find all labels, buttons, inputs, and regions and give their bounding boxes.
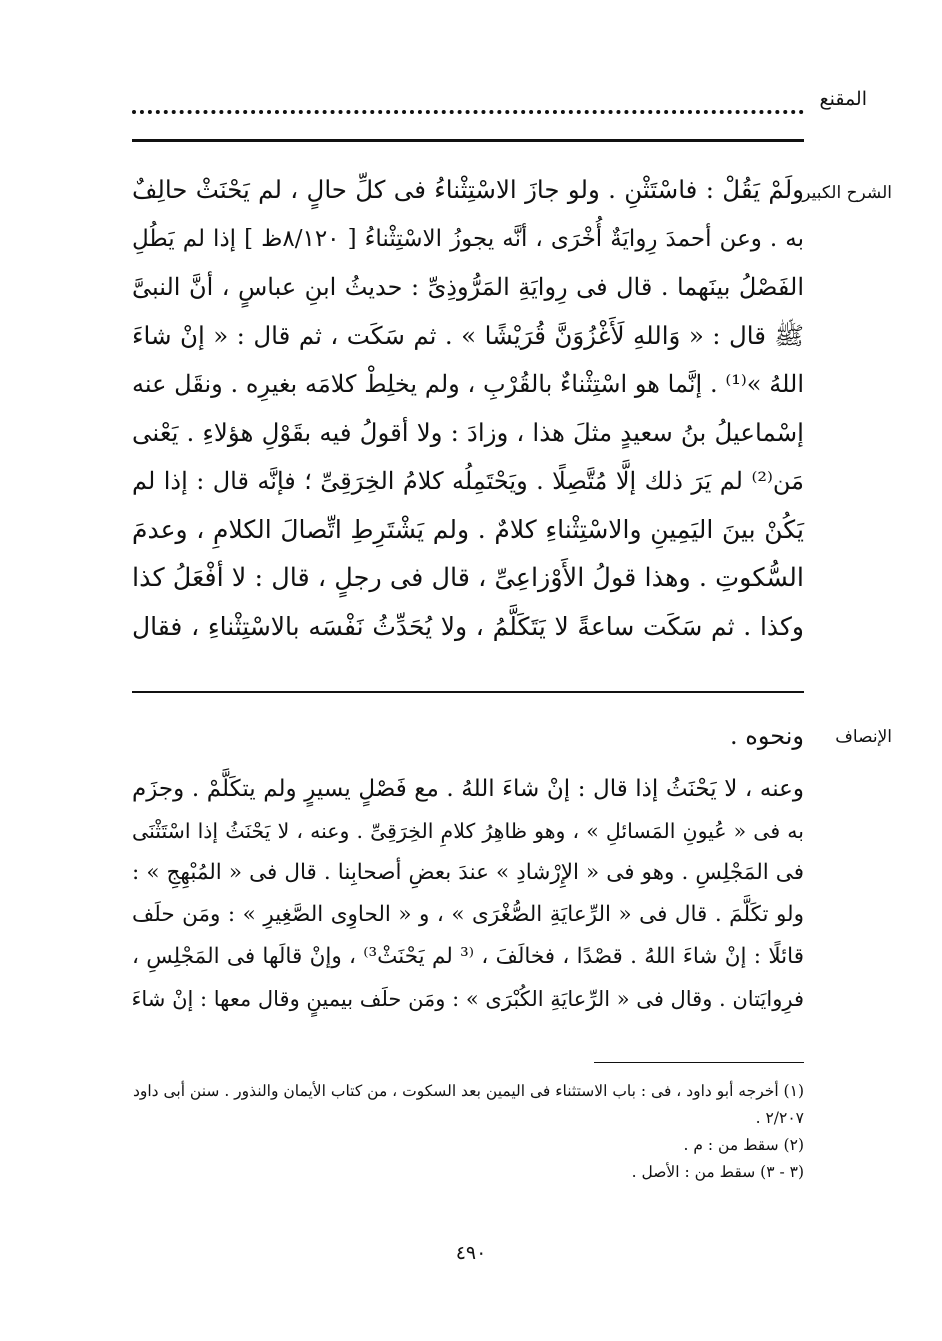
sharh-line: مَن⁽²⁾ لم يَرَ ذلك إلَّا مُتَّصِلًا . ويَحْتَمِلُه كلامُ الخِرَقِىِّ ؛ فإنَّه قال : إذا لم — [132, 467, 804, 495]
insaf-tail-line: ونحوه . — [730, 722, 804, 750]
side-label-sharh: الشرح الكبير — [802, 183, 892, 203]
insaf-line: فى المَجْلِسِ . وهو فى « الإِرْشادِ » عندَ بعضِ أصحابِنا . قال فى « المُبْهِجِ » : — [132, 860, 804, 885]
insaf-line: فرِوايَتان . وقال فى « الرِّعايَةِ الكُبْرَى » : ومَن حلَف بيمينٍ وقال معها : إنْ شاءَ — [131, 987, 804, 1011]
sharh-line: السُّكوتِ . وهذا قولُ الأَوْزاعِىِّ ، قال فى رجلٍ ، قال : لا أفْعَلُ كذا — [132, 563, 804, 593]
header-dotted-leader — [132, 96, 804, 114]
footnotes — [132, 1078, 804, 1186]
insaf-line: به فى « عُيونِ المَسائلِ » ، وهو ظاهِرُ كلامِ الخِرَقِىِّ . وعنه ، لا يَحْنَثُ إذا اسْتَثْنَى — [132, 819, 804, 843]
running-header-title: المقنع — [819, 88, 867, 110]
sharh-line: ﷺ قال : « وَاللهِ لَأَغْزُوَنَّ قُرَيْشًا » . ثم سَكَت ، ثم قال : « إنْ شاءَ — [132, 320, 804, 350]
sharh-line: به . وعن أحمدَ رِوايَةٌ أُخْرَى ، أنَّه يجوزُ الاسْتِثْناءُ [ ٨/١٢٠ظ ] إذا لم يَطُلِ — [132, 225, 804, 252]
sharh-line: اللهُ »⁽¹⁾ . إنَّما هو اسْتِثْناءٌ بالقُرْبِ ، ولم يخلِطْ كلامَه بغيرِه . ونقَل عنه — [132, 370, 804, 398]
side-label-insaf: الإنصاف — [835, 727, 892, 747]
sharh-line: الفَصْلُ بينَهما . قال فى رِوايَةِ المَرُّوذِىِّ : حديثُ ابنِ عباسٍ ، أنَّ النبىَّ — [132, 273, 804, 301]
sharh-line: ولَمْ يَقُلْ : فاسْتَثْنِ . ولو جازَ الاسْتِثْناءُ فى كلِّ حالٍ ، لم يَحْنَثْ حالِفٌ — [132, 175, 804, 204]
insaf-line: وعنه ، لا يَحْنَثُ إذا قال : إنْ شاءَ اللهُ . مع فَصْلٍ يسيرٍ ولم يتكَلَّمْ . وجزَم — [132, 776, 804, 802]
sharh-line: يَكُنْ بينَ اليَمِينِ والاسْتِثْناءِ كلامٌ . ولم يَشْتَرِطِ اتِّصالَ الكلامِ ، وعدمَ — [132, 514, 804, 544]
insaf-text-block — [132, 768, 804, 1020]
sharh-text-block — [132, 166, 804, 651]
header-rule — [132, 139, 804, 142]
footnote-item: (٣ - ٣) سقط من : الأصل . — [631, 1163, 804, 1181]
footnote-item: (٢) سقط من : م . — [683, 1136, 804, 1154]
insaf-line: ولو تكَلَّمَ . قال فى « الرِّعايَةِ الصُّغْرَى » ، و « الحاوِى الصَّغِيرِ » : ومَن حلَف — [132, 902, 804, 927]
footnote-rule — [594, 1062, 804, 1063]
footnote-item: (١) أخرجه أبو داود ، فى : باب الاستثناء فى اليمين بعد السكوت ، من كتاب الأيمان والنذور . سنن أبى داود — [132, 1082, 804, 1100]
insaf-continuation — [132, 714, 804, 758]
footnote-item: ٢/٢٠٧ . — [755, 1109, 804, 1127]
sharh-line: إسْماعيلُ بنُ سعيدٍ مثلَ هذا ، وزادَ : ولا أقولُ فيه بقَوْلِ هؤلاءِ . يَعْنى — [132, 417, 804, 447]
sharh-line: وكذا . ثم سَكَت ساعةً لا يَتَكَلَّمُ ، ولا يُحَدِّثُ نَفْسَه بالاسْتِثْناءِ ، فقال — [132, 611, 804, 641]
page-number: ٤٩٠ — [455, 1242, 487, 1264]
section-divider — [132, 691, 804, 693]
insaf-line: قائلًا : إنْ شاءَ اللهُ . قصْدًا ، فخالَفَ ، ⁽³ لم يَحْنَثْ³⁾ ، وإنْ قالَها فى المَجْلِسِ ، — [132, 944, 804, 969]
